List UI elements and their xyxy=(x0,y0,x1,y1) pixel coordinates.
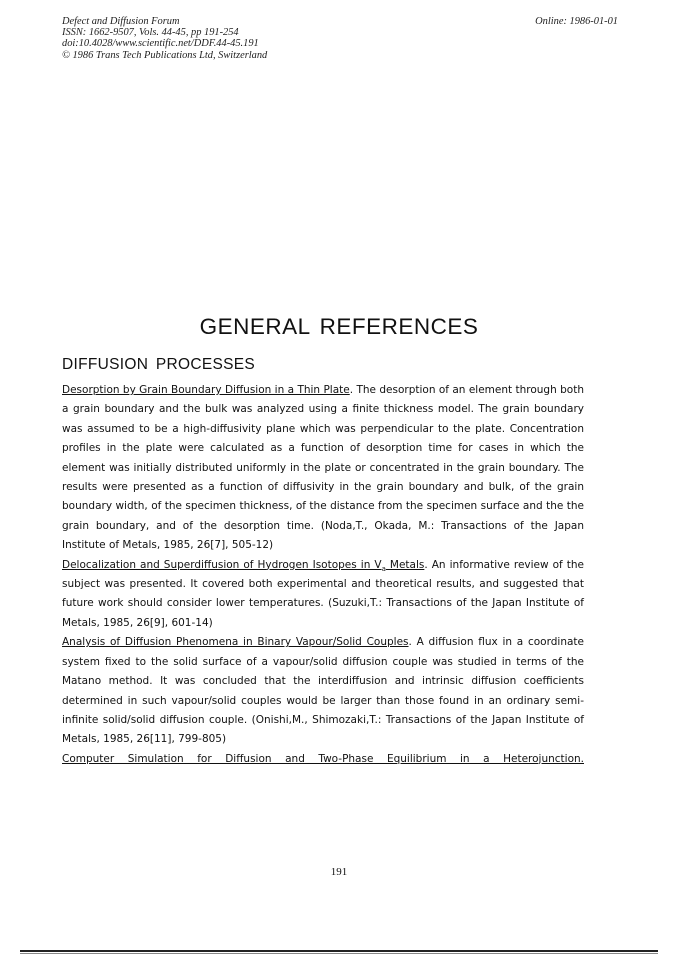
page-number: 191 xyxy=(330,866,348,878)
reference-title: Delocalization and Superdiffusion of Hydrogen Isotopes in $V_a$ Metals xyxy=(62,558,425,573)
bottom-divider-shadow xyxy=(20,953,658,954)
reference-abstract: A diffusion flux in a coordinate system fixed to the solid surface of a vapour/solid diffusion couple was studied in terms of the Matano method. It was concluded that the interdiffusion and intrinsic diffusion coefficients determined in such vapour/solid couples would be larger than those found in an ordinary semi-infinite solid/solid diffusion couple. (Onishi,M., Shimozaki,T.: Transactions of the Japan Institute of Metals, 1985, 26[11], 799-805) xyxy=(62,636,584,746)
reference-abstract: The desorption of an element through both a grain boundary and the bulk was analyzed using a finite thickness model. The grain boundary was assumed to be a high-diffusivity plane which was perpendicular to the plate. Concentration profiles in the plate were calculated as a function of desorption time for cases in which the element was initially distributed uniformly in the plate or concentrated in the grain boundary. The results were presented as a function of diffusivity in the grain boundary and bulk, of the grain boundary width, of the specimen thickness, of the distance from the specimen surface and the the grain boundary, and of the desorption time. (Noda,T., Okada, M.: Transactions of the Japan Institute of Metals, 1985, 26[7], 505-12) xyxy=(62,384,584,552)
journal-name: Defect and Diffusion Forum xyxy=(62,16,180,27)
subscript: a xyxy=(381,564,386,573)
section-title: DIFFUSION PROCESSES xyxy=(62,356,256,373)
reference-abstract: An informative review of the subject was presented. It covered both experimental and theoretical results, and suggested that future work should consider lower temperatures. (Suzuki,T.: Transactions of the Japan Institute of Metals, 1985, 26[9], 601-14) xyxy=(62,558,584,629)
copyright-line: © 1986 Trans Tech Publications Ltd, Switzerland xyxy=(62,49,268,61)
reference-title: Desorption by Grain Boundary Diffusion in a Thin Plate xyxy=(62,384,350,396)
journal-header xyxy=(62,16,267,61)
reference-entry: Analysis of Diffusion Phenomena in Binary Vapour/Solid Couples. A diffusion flux in a coordinate system fixed to the solid surface of a vapour/solid diffusion couple was studied in terms of the Matano method. It was concluded that the interdiffusion and intrinsic diffusion coefficients determined in such vapour/solid couples would be larger than those found in an ordinary semi-infinite solid/solid diffusion couple. (Onishi,M., Shimozaki,T.: Transactions of the Japan Institute of Metals, 1985, 26[11], 799-805) xyxy=(62,636,584,746)
references-body xyxy=(62,381,584,769)
issn-line: ISSN: 1662-9507, Vols. 44-45, pp 191-254 xyxy=(62,27,239,39)
bottom-divider xyxy=(20,950,658,952)
page-title: GENERAL REFERENCES xyxy=(199,314,479,339)
doi-line: doi:10.4028/www.scientific.net/DDF.44-45.191 xyxy=(62,38,259,50)
reference-entry xyxy=(62,750,584,769)
reference-title: Analysis of Diffusion Phenomena in Binary Vapour/Solid Couples xyxy=(62,636,409,649)
online-date: Online: 1986-01-01 xyxy=(535,16,618,27)
reference-entry: Delocalization and Superdiffusion of Hydrogen Isotopes in $V_a$ Metals. An informative review of the subject was presented. It covered both experimental and theoretical results, and suggested that future work should consider lower temperatures. (Suzuki,T.: Transactions of the Japan Institute of Metals, 1985, 26[9], 601-14) xyxy=(62,558,584,629)
reference-title: Computer Simulation for Diffusion and Two-Phase Equilibrium in a Heterojunction. xyxy=(62,752,584,765)
reference-entry: Desorption by Grain Boundary Diffusion in a Thin Plate. The desorption of an element through both a grain boundary and the bulk was analyzed using a finite thickness model. The grain boundary was assumed to be a high-diffusivity plane which was perpendicular to the plate. Concentration profiles in the plate were calculated as a function of desorption time for cases in which the element was initially distributed uniformly in the plate or concentrated in the grain boundary. The results were presented as a function of diffusivity in the grain boundary and bulk, of the grain boundary width, of the specimen thickness, of the distance from the specimen surface and the the grain boundary, and of the desorption time. (Noda,T., Okada, M.: Transactions of the Japan Institute of Metals, 1985, 26[7], 505-12) xyxy=(62,384,584,552)
